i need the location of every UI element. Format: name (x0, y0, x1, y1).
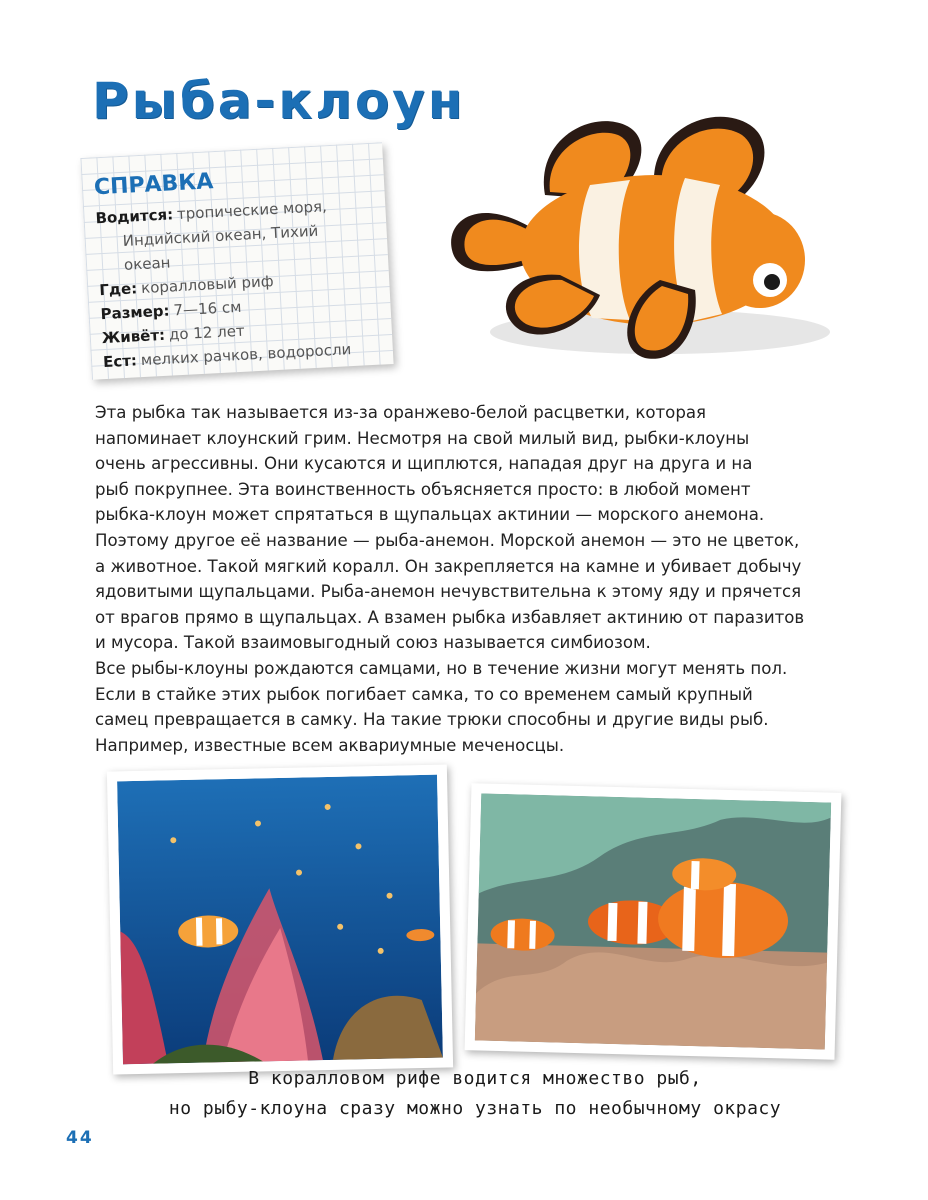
fact-card-heading: СПРАВКА (93, 169, 214, 201)
fact-label: Водится: (95, 205, 174, 228)
fact-label: Где: (98, 279, 138, 300)
body-line: и мусора. Такой взаимовыгодный союз называется симбиозом. (95, 633, 651, 653)
fact-label: Живёт: (101, 325, 166, 348)
coral-reef-photo (107, 764, 453, 1074)
body-line: а животное. Такой мягкий коралл. Он закрепляется на камне и убивает добычу (95, 556, 802, 576)
body-line: самец превращается в самку. На такие трюки способны и другие виды рыб. (95, 710, 769, 730)
fact-value: тропические моря, (176, 197, 328, 224)
caption-line-1: В коралловом рифе водится множество рыб, (248, 1068, 702, 1089)
body-line: от врагов прямо в щупальцах. А взамен рыбка избавляет актинию от паразитов (95, 607, 805, 627)
fact-value: коралловый риф (140, 272, 275, 298)
photo-caption (95, 1064, 855, 1124)
fact-value: 7—16 см (173, 297, 242, 320)
body-line: Поэтому другое её название — рыба-анемон. Морской анемон — это не цветок, (95, 530, 800, 550)
body-line: очень агрессивны. Они кусаются и щиплются, нападая друг на друга и на (95, 454, 753, 474)
body-line: ядовитыми щупальцами. Рыба-анемон нечувствительна к этому яду и прячется (95, 582, 802, 602)
body-line: рыбка-клоун может спрятаться в щупальцах актинии — морского анемона. (95, 505, 765, 525)
fact-label: Ест: (102, 351, 138, 372)
body-line: напоминает клоунский грим. Несмотря на свой милый вид, рыбки-клоуны (95, 428, 750, 448)
body-line: Если в стайке этих рыбок погибает самка, то со временем самый крупный (95, 684, 753, 704)
fact-label: Размер: (100, 301, 170, 324)
page-title: Рыба-клоун (92, 72, 466, 130)
body-line: рыб покрупнее. Эта воинственность объясняется просто: в любой момент (95, 479, 751, 499)
body-text (95, 400, 855, 758)
plasticine-clownfish-illustration (440, 100, 860, 370)
fact-value: до 12 лет (168, 321, 246, 344)
body-line: Например, известные всем аквариумные меченосцы. (95, 735, 565, 755)
fact-value: океан (123, 253, 171, 274)
anemone-clownfish-photo (465, 783, 842, 1060)
fact-value: Индийский океан, Тихий (122, 221, 319, 250)
fact-card (80, 142, 393, 380)
caption-line-2: но рыбу-клоуна сразу можно узнать по необычному окрасу (168, 1098, 782, 1119)
page-number: 44 (66, 1128, 94, 1148)
fact-value: мелких рачков, водоросли (140, 340, 352, 370)
body-line: Эта рыбка так называется из-за оранжево-белой расцветки, которая (95, 403, 707, 422)
body-line: Все рыбы-клоуны рождаются самцами, но в течение жизни могут менять пол. (95, 658, 788, 678)
